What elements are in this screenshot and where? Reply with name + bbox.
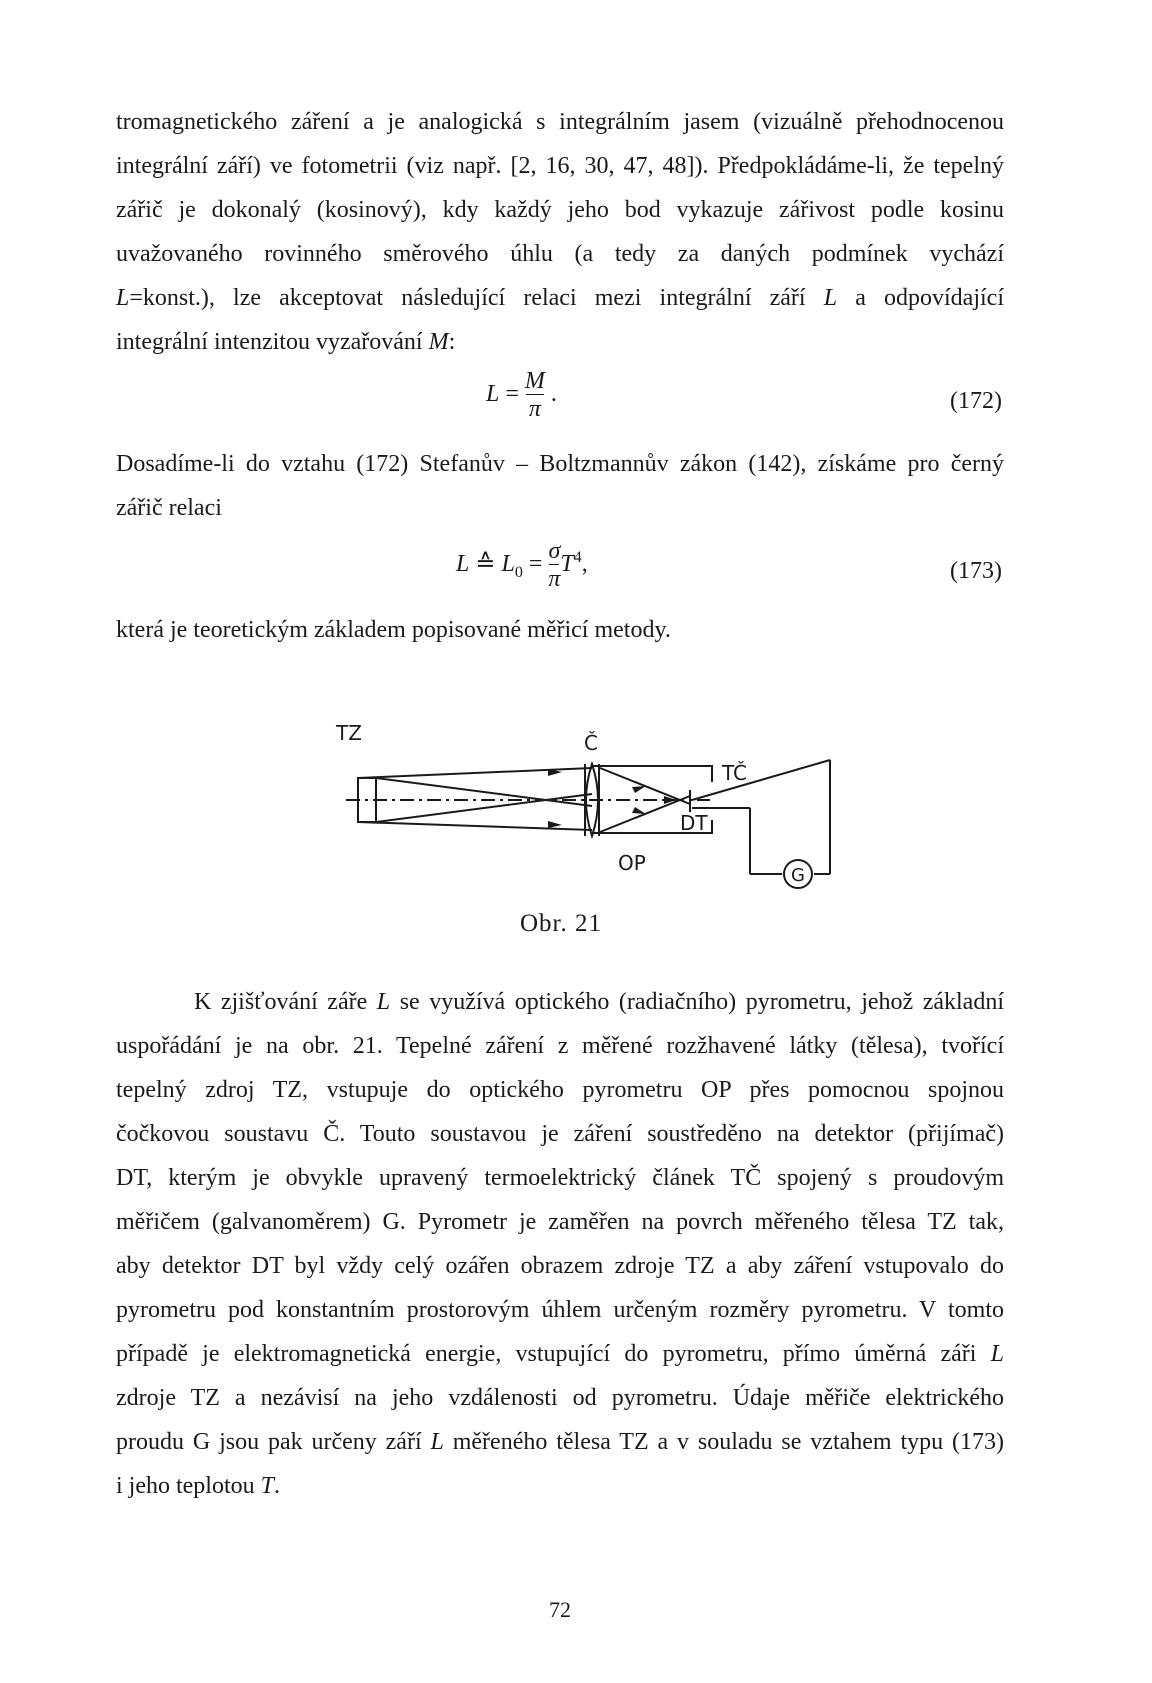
symbol-L: L xyxy=(430,1429,444,1455)
text-line xyxy=(116,276,1004,320)
text-line: DT, kterým je obvykle upravený termoelektrický článek TČ spojený s proudovým xyxy=(116,1165,1004,1191)
label-g: G xyxy=(791,865,805,886)
page-number: 72 xyxy=(549,1597,571,1622)
eq-tail: . xyxy=(544,381,557,408)
equation-173 xyxy=(456,538,588,593)
paragraph-basis xyxy=(116,608,1004,652)
eq-equals: = xyxy=(522,551,549,578)
text-line: pyrometru pod konstantním prostorovým úhlem určeným rozměry pyrometru. V tomto xyxy=(116,1297,1004,1323)
text-fragment: měřeného tělesa TZ a v souladu se vztahem typu (173) xyxy=(443,1429,1004,1455)
text-line: která je teoretickým základem popisované měřicí metody. xyxy=(116,617,671,643)
text-line xyxy=(116,1420,1004,1464)
text-fragment: případě je elektromagnetická energie, vstupující do pyrometru, přímo úměrná záři xyxy=(116,1341,991,1367)
text-fragment: proudu G jsou pak určeny září xyxy=(116,1429,431,1455)
fraction-numerator: σ xyxy=(548,538,561,564)
label-lens-c: Č xyxy=(584,731,598,755)
paragraph-intro xyxy=(116,100,1004,364)
label-tz: TZ xyxy=(336,721,362,745)
text-line: zářič je dokonalý (kosinový), kdy každý jeho bod vykazuje zářivost podle kosinu xyxy=(116,197,1004,223)
text-line xyxy=(116,320,1004,364)
symbol-T: T xyxy=(260,1473,275,1499)
eq-equals: = xyxy=(499,381,525,408)
eq-tail: , xyxy=(581,551,588,578)
text-fragment: =konst.), lze akceptovat následující relaci mezi integrální září xyxy=(129,285,824,311)
symbol-L: L xyxy=(990,1341,1004,1367)
label-op: OP xyxy=(618,851,646,875)
text-line: uvažovaného rovinného směrového úhlu (a tedy za daných podmínek vychází xyxy=(116,241,1004,267)
text-fragment: a odpovídající xyxy=(837,285,1004,311)
text-line: zdroje TZ a nezávisí na jeho vzdálenosti od pyrometru. Údaje měřiče elektrického xyxy=(116,1385,1004,1411)
symbol-L: L xyxy=(376,989,391,1015)
eq-l0: L xyxy=(501,551,515,578)
fraction-numerator: M xyxy=(524,368,545,394)
fraction-denominator: π xyxy=(548,566,561,592)
eq-exponent: 4 xyxy=(573,549,582,567)
symbol-L: L xyxy=(116,285,130,311)
symbol-L: L xyxy=(823,285,838,311)
text-fragment: K zjišťování záře xyxy=(194,989,377,1015)
equation-number-172: (172) xyxy=(950,388,1002,414)
text-line: tepelný zdroj TZ, vstupuje do optického pyrometru OP přes pomocnou spojnou xyxy=(116,1077,1004,1103)
eq-fraction xyxy=(548,538,560,593)
equation-172 xyxy=(486,368,557,423)
label-dt: DT xyxy=(680,811,708,835)
fraction-denominator: π xyxy=(528,396,541,422)
eq-subscript: 0 xyxy=(514,563,523,581)
text-line: čočkovou soustavu Č. Touto soustavou je záření soustředěno na detektor (přijímač) xyxy=(116,1121,1004,1147)
text-line: zářič relaci xyxy=(116,495,222,521)
text-fragment: se využívá optického (radiačního) pyrometru, jehož základní xyxy=(390,989,1004,1015)
text-line: integrální září) ve fotometrii (viz např. [2, 16, 30, 47, 48]). Předpokládáme-li, že tepelný xyxy=(116,153,1004,179)
text-line: měřičem (galvanoměrem) G. Pyrometr je zaměřen na povrch měřeného tělesa TZ tak, xyxy=(116,1209,1004,1235)
text-fragment: i jeho teplotou xyxy=(116,1473,261,1499)
text-line: aby detektor DT byl vždy celý ozářen obrazem zdroje TZ a aby záření vstupovalo do xyxy=(116,1253,1004,1279)
text-fragment: integrální intenzitou vyzařování xyxy=(116,329,429,355)
eq-lhs: L xyxy=(456,551,470,578)
eq-corresponds: ≙ xyxy=(469,551,502,578)
paragraph-description xyxy=(116,980,1004,1508)
pyrometer-diagram xyxy=(330,720,850,910)
text-line: tromagnetického záření a je analogická s integrálním jasem (vizuálně přehodnocenou xyxy=(116,109,1004,135)
eq-fraction xyxy=(525,368,545,423)
eq-lhs: L xyxy=(486,381,500,408)
text-line: Dosadíme-li do vztahu (172) Stefanův – Boltzmannův zákon (142), získáme pro černý xyxy=(116,451,1004,477)
text-fragment: . xyxy=(274,1473,281,1499)
eq-temperature: T xyxy=(560,551,574,578)
text-fragment: : xyxy=(448,329,456,355)
paragraph-substitution xyxy=(116,442,1004,530)
label-tc: TČ xyxy=(722,761,748,785)
text-line xyxy=(116,1332,1004,1376)
symbol-M: M xyxy=(428,329,449,355)
text-line xyxy=(116,980,1004,1024)
text-line xyxy=(116,1464,1004,1508)
text-line: uspořádání je na obr. 21. Tepelné záření z měřené rozžhavené látky (tělesa), tvořící xyxy=(116,1033,1004,1059)
equation-number-173: (173) xyxy=(950,558,1002,584)
figure-caption: Obr. 21 xyxy=(520,910,602,937)
